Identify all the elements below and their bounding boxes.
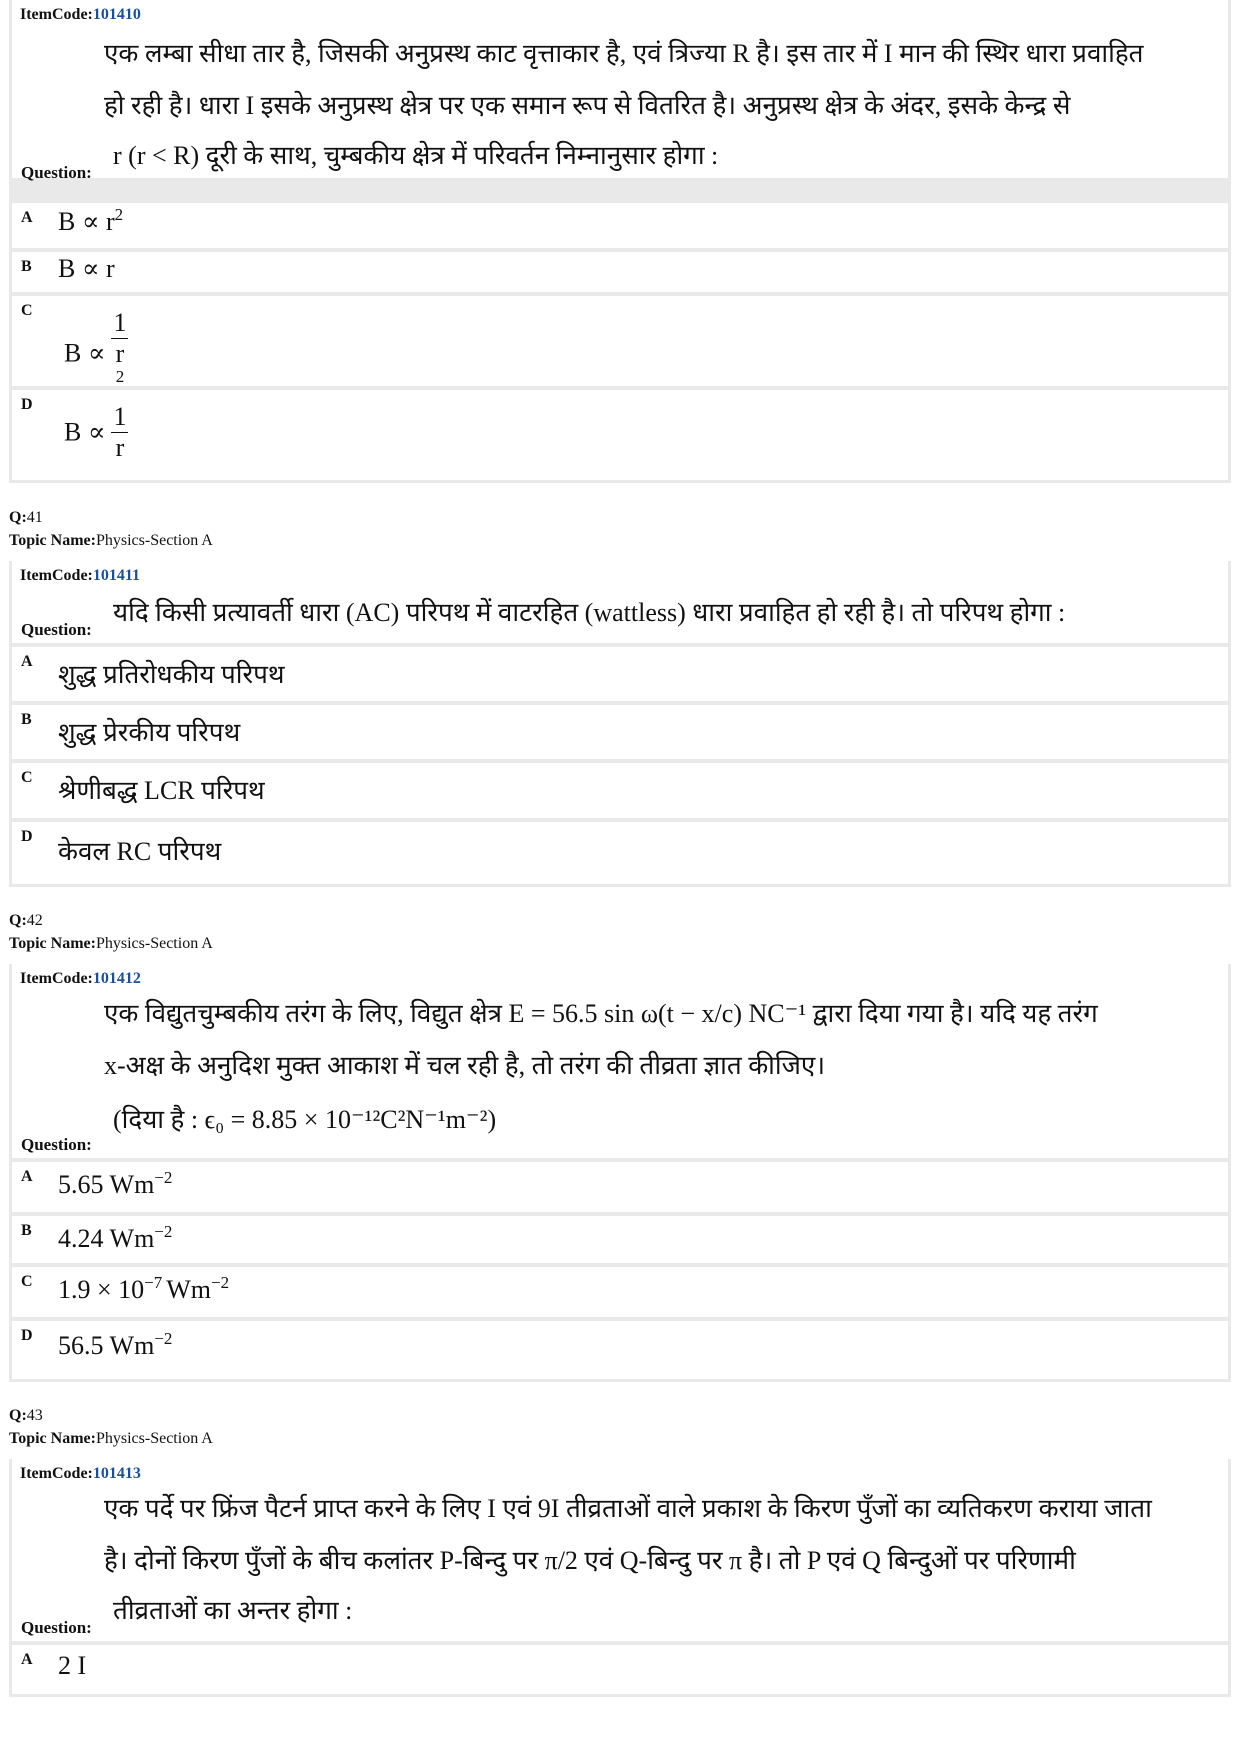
option-superscript: 2: [114, 205, 124, 224]
option-text: [58, 1224, 172, 1254]
topic-value: Physics-Section A: [95, 532, 213, 549]
topic-value: Physics-Section A: [95, 1430, 213, 1447]
option-formula: 4.24 Wm: [58, 1224, 155, 1253]
option-text: B ∝ r: [58, 254, 115, 283]
topic-label: Topic Name:: [9, 935, 96, 952]
option-text: शुद्ध प्रेरकीय परिपथ: [58, 718, 241, 747]
question-line: एक लम्बा सीधा तार है, जिसकी अनुप्रस्थ काट वृत्ताकार है, एवं त्रिज्या R है। इस तार में I मान की स्थिर धारा प्रवाहित: [104, 39, 1144, 68]
topic-name: [9, 532, 213, 550]
option-formula: B ∝: [64, 417, 106, 447]
question-label: Question:: [21, 1135, 92, 1154]
q-number-value: 41: [26, 509, 43, 526]
question-block-101413: [9, 1459, 1231, 1697]
option-row[interactable]: [12, 1267, 1228, 1317]
q-label: Q:: [9, 1407, 27, 1424]
question-header: [12, 0, 1228, 182]
question-line: तीव्रताओं का अन्तर होगा :: [113, 1596, 353, 1625]
fraction-numerator: 1: [113, 308, 127, 337]
item-code: 101413: [92, 1465, 141, 1482]
option-text: श्रेणीबद्ध LCR परिपथ: [58, 776, 265, 805]
option-letter: D: [21, 1327, 33, 1344]
question-line: एक पर्दे पर फ्रिंज पैटर्न प्राप्त करने के लिए I एवं 9I तीव्रताओं वाले प्रकाश के किरण पुँजों का व्यतिकरण कराया जाता: [104, 1494, 1152, 1523]
fraction: [111, 402, 128, 463]
option-row[interactable]: [12, 1162, 1228, 1212]
item-code-label: ItemCode:: [20, 970, 93, 987]
question-label: Question:: [21, 163, 92, 182]
option-letter: C: [21, 769, 33, 786]
topic-label: Topic Name:: [9, 532, 96, 549]
option-row[interactable]: [12, 1216, 1228, 1263]
option-letter: C: [21, 1273, 33, 1290]
question-number: [9, 509, 43, 527]
topic-name: [9, 1430, 213, 1448]
option-row[interactable]: [12, 296, 1228, 386]
option-formula: B ∝ r: [58, 207, 115, 236]
question-number: [9, 1407, 43, 1425]
option-letter: D: [21, 396, 33, 413]
option-superscript: −2: [154, 1222, 173, 1241]
q-number-value: 42: [26, 912, 43, 929]
option-text: शुद्ध प्रतिरोधकीय परिपथ: [58, 660, 285, 689]
option-letter: C: [21, 302, 33, 319]
question-line: x-अक्ष के अनुदिश मुक्त आकाश में चल रही है, तो तरंग की तीव्रता ज्ञात कीजिए।: [104, 1051, 826, 1080]
question-label: Question:: [21, 620, 92, 639]
option-formula: 5.65 Wm: [58, 1170, 155, 1199]
option-letter: B: [21, 711, 32, 728]
option-unit: Wm: [166, 1275, 212, 1304]
question-line: r (r < R) दूरी के साथ, चुम्बकीय क्षेत्र में परिवर्तन निम्नानुसार होगा :: [113, 141, 719, 170]
item-code: 101412: [92, 970, 141, 987]
denominator-superscript: 2: [115, 367, 125, 386]
option-text: [64, 402, 128, 463]
question-line: एक विद्युतचुम्बकीय तरंग के लिए, विद्युत क्षेत्र E = 56.5 sin ω(t − x/c) NC⁻¹ द्वारा दिया गया है। यदि यह तरंग: [104, 999, 1098, 1028]
option-row[interactable]: [12, 252, 1228, 292]
item-code-label: ItemCode:: [20, 567, 93, 584]
option-text: [58, 1170, 172, 1200]
option-row[interactable]: [12, 1645, 1228, 1694]
question-line: है। दोनों किरण पुँजों के बीच कलांतर P-बिन्दु पर π/2 एवं Q-बिन्दु पर π है। तो P एवं Q बिन्दुओं पर परिणामी: [104, 1546, 1076, 1575]
option-formula: 56.5 Wm: [58, 1331, 155, 1360]
topic-label: Topic Name:: [9, 1430, 96, 1447]
option-letter: A: [21, 1168, 33, 1185]
question-number: [9, 912, 43, 930]
option-text: [64, 308, 128, 399]
option-row[interactable]: [12, 390, 1228, 480]
option-letter: A: [21, 653, 33, 670]
option-letter: A: [21, 1651, 33, 1668]
question-block-101410: [9, 0, 1231, 483]
option-letter: A: [21, 209, 33, 226]
fraction-denominator: r: [115, 433, 125, 462]
option-text: [58, 207, 123, 237]
option-row[interactable]: [12, 705, 1228, 759]
option-text: 2 I: [58, 1651, 87, 1680]
question-header: [12, 561, 1228, 643]
question-line: हो रही है। धारा I इसके अनुप्रस्थ क्षेत्र पर एक समान रूप से वितरित है। अनुप्रस्थ क्षेत्र के अंदर, इसके केन्द्र से: [104, 91, 1071, 120]
fraction-numerator: 1: [113, 402, 127, 431]
option-text: [58, 1331, 172, 1361]
question-header: [12, 1459, 1228, 1641]
option-letter: D: [21, 828, 33, 845]
option-formula: 1.9 × 10: [58, 1275, 145, 1304]
question-block-101412: [9, 964, 1231, 1382]
topic-name: [9, 935, 213, 953]
topic-value: Physics-Section A: [95, 935, 213, 952]
question-block-101411: [9, 561, 1231, 887]
question-line: यदि किसी प्रत्यावर्ती धारा (AC) परिपथ में वाटरहित (wattless) धारा प्रवाहित हो रही है। तो परिपथ होगा :: [113, 598, 1066, 627]
option-row[interactable]: [12, 763, 1228, 818]
option-text: [58, 1275, 229, 1305]
option-unit-superscript: −2: [211, 1273, 230, 1292]
option-superscript: −2: [154, 1168, 173, 1187]
item-code: 101410: [92, 6, 141, 23]
option-row[interactable]: [12, 822, 1228, 884]
option-text: केवल RC परिपथ: [58, 837, 222, 866]
q-number-value: 43: [26, 1407, 43, 1424]
q-label: Q:: [9, 912, 27, 929]
q-label: Q:: [9, 509, 27, 526]
item-code: 101411: [92, 567, 140, 584]
item-code-label: ItemCode:: [20, 6, 93, 23]
question-line: (दिया है : ϵ₀ = 8.85 × 10⁻¹²C²N⁻¹m⁻²): [113, 1105, 497, 1134]
option-formula: B ∝: [64, 338, 106, 368]
option-superscript: −2: [154, 1329, 173, 1348]
option-row[interactable]: [12, 1321, 1228, 1379]
option-letter: B: [21, 1222, 32, 1239]
option-superscript: −7: [144, 1273, 163, 1292]
fraction: [111, 308, 128, 399]
option-row[interactable]: [12, 203, 1228, 248]
question-label: Question:: [21, 1618, 92, 1637]
question-header: [12, 964, 1228, 1158]
option-letter: B: [21, 258, 32, 275]
option-row[interactable]: [12, 647, 1228, 701]
item-code-label: ItemCode:: [20, 1465, 93, 1482]
denominator-base: r: [115, 339, 125, 368]
